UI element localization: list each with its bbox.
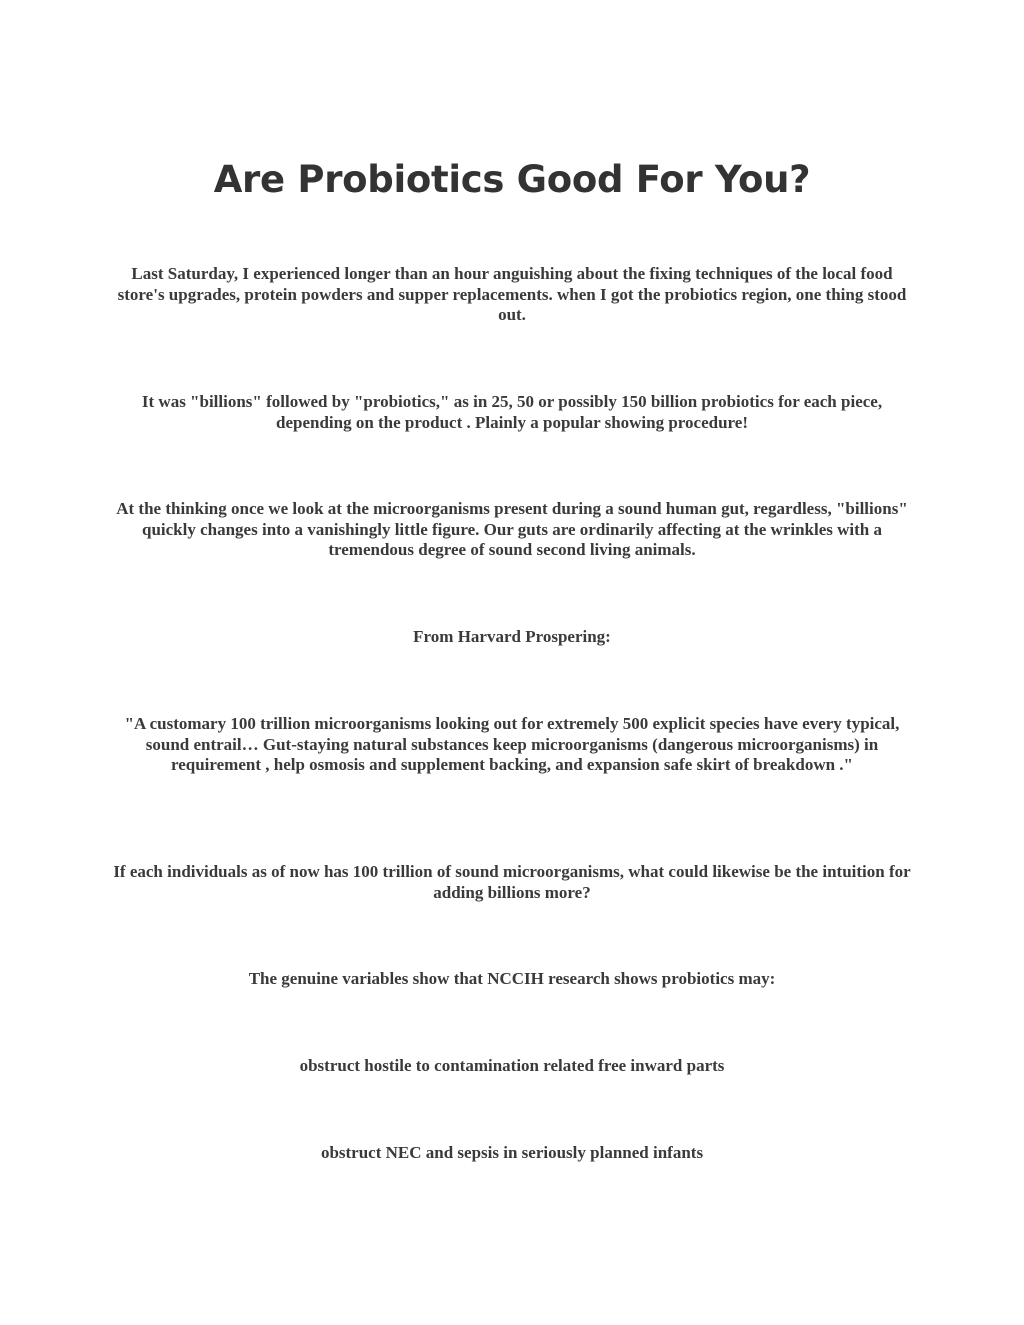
paragraph-benefit-2: obstruct NEC and sepsis in seriously planned infants	[320, 1143, 704, 1162]
paragraph-intro: Last Saturday, I experienced longer than an hour anguishing about the fixing techniques of the local food store's upgrades, protein powders and supper replacements. when I got the probiotics region, one thing stood out.	[117, 264, 907, 324]
paragraph-source: From Harvard Prospering:	[413, 627, 611, 646]
paragraph-billions: It was "billions" followed by "probiotics," as in 25, 50 or possibly 150 billion probiotics for each piece, depending on the product . Plainly a popular showing procedure!	[141, 392, 883, 432]
paragraph-benefit-1: obstruct hostile to contamination related free inward parts	[299, 1056, 725, 1075]
paragraph-question: If each individuals as of now has 100 trillion of sound microorganisms, what could likewise be the intuition for adding billions more?	[113, 862, 911, 902]
page-title: Are Probiotics Good For You?	[213, 158, 811, 201]
paragraph-quote: "A customary 100 trillion microorganisms looking out for extremely 500 explicit species have every typical, sound entrail… Gut-staying natural substances keep microorganisms (dangerous microorganisms) in requirement , help osmosis and supplement backing, and expansion safe skirt of breakdown ."	[124, 714, 900, 774]
paragraph-research: The genuine variables show that NCCIH research shows probiotics may:	[248, 969, 776, 988]
paragraph-gut-microorganisms: At the thinking once we look at the microorganisms present during a sound human gut, regardless, "billions" quickly changes into a vanishingly little figure. Our guts are ordinarily affecting at the wrinkles with a tremendous degree of sound second living animals.	[116, 499, 908, 559]
